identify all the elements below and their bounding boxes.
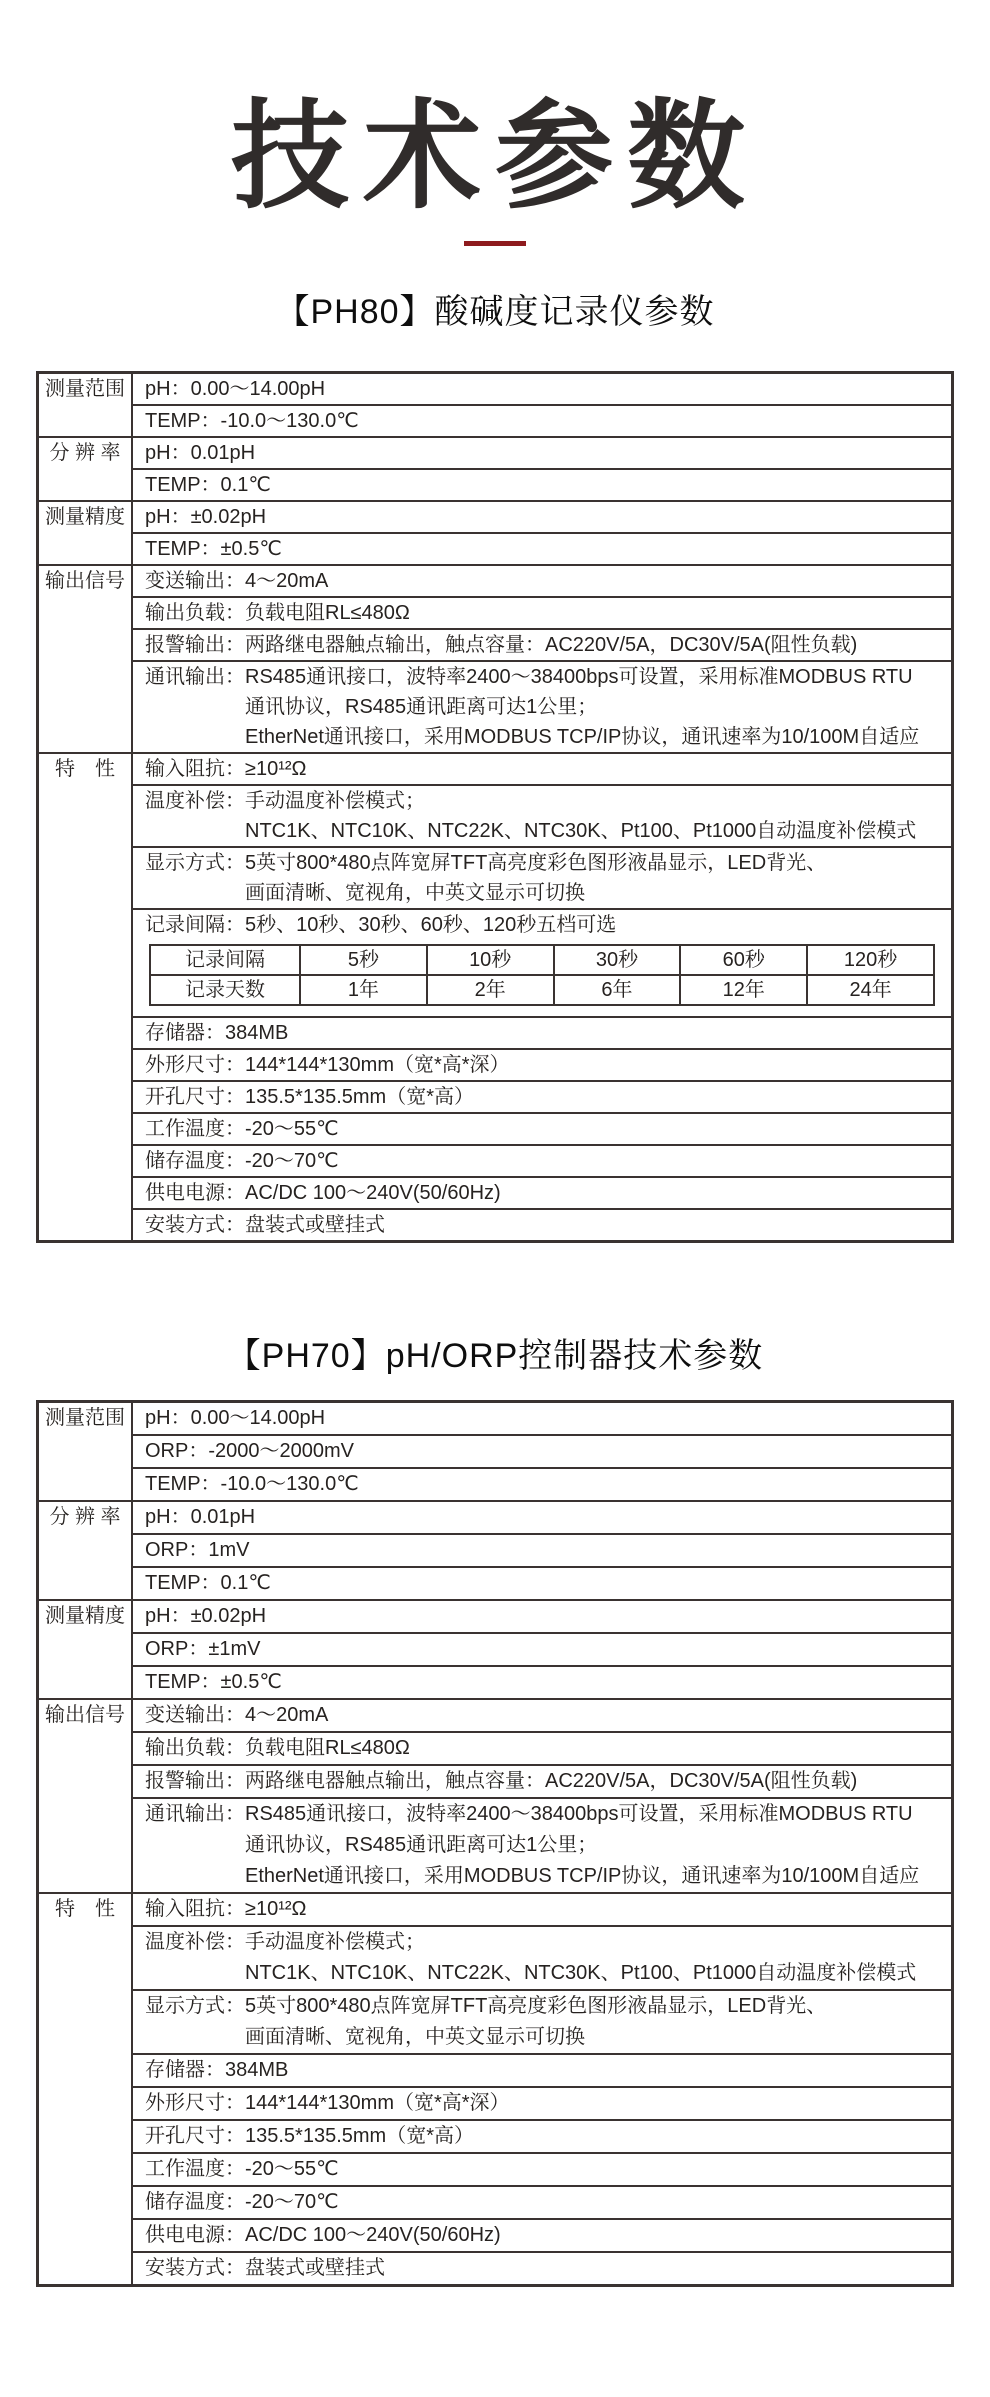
spec-group-features [39,752,951,1240]
spec-row: 输出负载：负载电阻RL≤480Ω [133,596,951,628]
line: EtherNet通讯接口，采用MODBUS TCP/IP协议，通讯速率为10/100M自适应 [245,1865,920,1887]
ph80-spec-table [36,371,954,1243]
line: 通讯协议，RS485通讯距离可达1公里； [245,696,598,718]
spec-row: 外形尺寸：144*144*130mm（宽*高*深） [133,1048,951,1080]
spec-row-record-interval [133,908,951,1016]
row-lines [245,848,941,908]
spec-row: 供电电源：AC/DC 100～240V(50/60Hz) [133,1176,951,1208]
spec-row: TEMP：±0.5℃ [133,1665,951,1698]
spec-row: 输入阻抗：≥10¹²Ω [145,1898,307,1920]
table-cell: 120秒 [807,945,934,975]
table-cell: 24年 [807,975,934,1005]
spec-row: TEMP：0.1℃ [133,468,951,500]
group-label: 特 性 [39,1894,133,2284]
spec-group-resolution [39,436,951,500]
spec-group-features [39,1892,951,2284]
table-cell: 记录天数 [150,975,300,1005]
spec-row: 开孔尺寸：135.5*135.5mm（宽*高） [133,1080,951,1112]
table-cell: 5秒 [300,945,427,975]
spec-row: 储存温度：-20～70℃ [133,1144,951,1176]
row-label: 通讯输出： [145,666,245,688]
line: 5英寸800*480点阵宽屏TFT高亮度彩色图形液晶显示，LED背光、 [245,1995,827,2017]
spec-row: 外形尺寸：144*144*130mm（宽*高*深） [133,2086,951,2119]
line: NTC1K、NTC10K、NTC22K、NTC30K、Pt100、Pt1000自动温度补偿模式 [245,820,917,842]
title-accent-bar [464,241,526,246]
spec-row-temp-comp [133,1925,951,1989]
line: 5英寸800*480点阵宽屏TFT高亮度彩色图形液晶显示，LED背光、 [245,852,827,874]
spec-row: 供电电源：AC/DC 100～240V(50/60Hz) [133,2218,951,2251]
spec-row-comm [133,1797,951,1892]
spec-row: 安装方式：盘装式或壁挂式 [133,1208,951,1240]
spec-row: 变送输出：4～20mA [145,570,329,592]
group-label: 测量范围 [39,1403,133,1500]
spec-row: 存储器：384MB [133,1016,951,1048]
spec-row: 报警输出：两路继电器触点输出，触点容量：AC220V/5A，DC30V/5A(阻性负载) [133,1764,951,1797]
spec-group-output-signal [39,564,951,752]
spec-row: 储存温度：-20～70℃ [133,2185,951,2218]
row-lines [245,662,941,752]
table-cell: 10秒 [427,945,554,975]
spec-row: 工作温度：-20～55℃ [133,1112,951,1144]
group-label: 测量范围 [39,374,133,436]
spec-group-accuracy [39,500,951,564]
spec-row: 存储器：384MB [133,2053,951,2086]
table-row [150,975,934,1005]
spec-row: TEMP：±0.5℃ [133,532,951,564]
spec-group-resolution [39,1500,951,1599]
spec-row: ORP：±1mV [133,1632,951,1665]
line: 手动温度补偿模式； [245,790,425,812]
record-interval-text: 记录间隔：5秒、10秒、30秒、60秒、120秒五档可选 [145,914,617,936]
line: 通讯协议，RS485通讯距离可达1公里； [245,1834,598,1856]
spec-row: TEMP：0.1℃ [133,1566,951,1599]
table-cell: 2年 [427,975,554,1005]
spec-row: pH：0.00～14.00pH [145,1407,326,1429]
spec-row: 安装方式：盘装式或壁挂式 [133,2251,951,2284]
spec-row: ORP：-2000～2000mV [133,1434,951,1467]
spec-row: TEMP：-10.0～130.0℃ [133,404,951,436]
table-cell: 1年 [300,975,427,1005]
group-label: 输出信号 [39,1700,133,1892]
line: RS485通讯接口，波特率2400～38400bps可设置，采用标准MODBUS RTU [245,666,913,688]
row-label: 显示方式： [145,1995,245,2017]
line: 画面清晰、宽视角，中英文显示可切换 [245,2026,585,2048]
spec-row: 输入阻抗：≥10¹²Ω [145,758,307,780]
section1-heading: 【PH80】酸碱度记录仪参数 [275,293,715,331]
spec-row: pH：0.01pH [145,442,256,464]
page-title: 技术参数 [230,91,759,223]
ph70-spec-table [36,1400,954,2287]
line: NTC1K、NTC10K、NTC22K、NTC30K、Pt100、Pt1000自动温度补偿模式 [245,1962,917,1984]
row-label: 温度补偿： [145,1931,245,1953]
spec-row: pH：0.00～14.00pH [145,378,326,400]
spec-group-measure-range [39,374,951,436]
spec-row-temp-comp [133,784,951,846]
row-label: 显示方式： [145,852,245,874]
group-label: 分 辨 率 [39,1502,133,1599]
spec-row: TEMP：-10.0～130.0℃ [133,1467,951,1500]
spec-row: ORP：1mV [133,1533,951,1566]
table-cell: 12年 [680,975,807,1005]
section2-heading: 【PH70】pH/ORP控制器技术参数 [226,1337,764,1375]
table-cell: 60秒 [680,945,807,975]
group-label: 分 辨 率 [39,438,133,500]
line: EtherNet通讯接口，采用MODBUS TCP/IP协议，通讯速率为10/100M自适应 [245,726,920,748]
spec-row-display [133,846,951,908]
spec-row-comm [133,660,951,752]
line: 手动温度补偿模式； [245,1931,425,1953]
table-cell: 6年 [554,975,681,1005]
spec-row: 变送输出：4～20mA [145,1704,329,1726]
spec-group-output-signal [39,1698,951,1892]
row-lines [245,786,941,846]
spec-row: 工作温度：-20～55℃ [133,2152,951,2185]
group-label: 输出信号 [39,566,133,752]
spec-row: 开孔尺寸：135.5*135.5mm（宽*高） [133,2119,951,2152]
row-lines [245,1799,941,1892]
record-interval-table [149,944,935,1006]
group-label: 特 性 [39,754,133,1240]
spec-group-measure-range [39,1403,951,1500]
line: 画面清晰、宽视角，中英文显示可切换 [245,882,585,904]
row-label: 温度补偿： [145,790,245,812]
row-label: 通讯输出： [145,1803,245,1825]
table-cell: 30秒 [554,945,681,975]
spec-row: 报警输出：两路继电器触点输出，触点容量：AC220V/5A，DC30V/5A(阻性负载) [133,628,951,660]
spec-row: pH：0.01pH [145,1506,256,1528]
row-lines [245,1927,941,1989]
spec-row: pH：±0.02pH [145,1605,267,1627]
spec-group-accuracy [39,1599,951,1698]
group-label: 测量精度 [39,1601,133,1698]
line: RS485通讯接口，波特率2400～38400bps可设置，采用标准MODBUS RTU [245,1803,913,1825]
spec-row: pH：±0.02pH [145,506,267,528]
spec-row-display [133,1989,951,2053]
group-label: 测量精度 [39,502,133,564]
spec-row: 输出负载：负载电阻RL≤480Ω [133,1731,951,1764]
table-cell: 记录间隔 [150,945,300,975]
table-row [150,945,934,975]
row-lines [245,1991,941,2053]
